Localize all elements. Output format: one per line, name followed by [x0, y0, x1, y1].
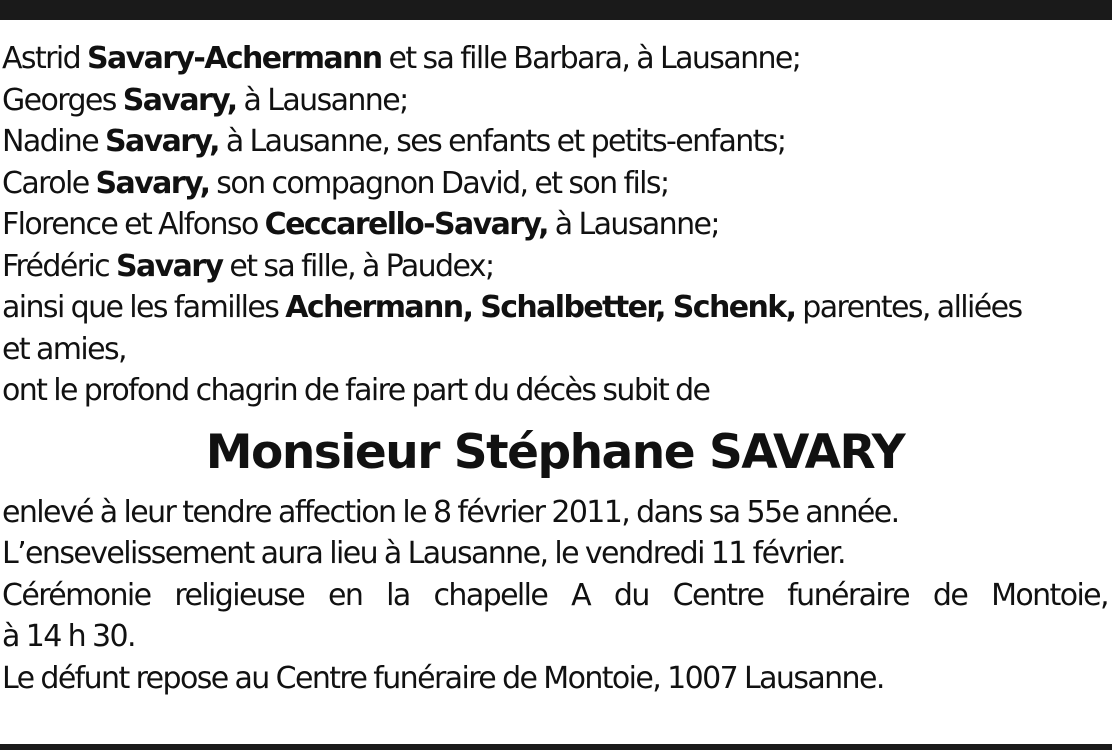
family-line-name: Savary, — [105, 124, 219, 159]
family-line-prefix: Nadine — [2, 124, 106, 159]
families-continuation: et amies, — [2, 331, 126, 367]
top-rule — [0, 0, 1112, 20]
bottom-rule — [0, 744, 1112, 750]
ceremony-word: A — [571, 577, 591, 613]
families-prefix: ainsi que les familles — [2, 290, 286, 325]
families-names: Achermann, Schalbetter, Schenk, — [285, 290, 796, 325]
ceremony-word: en — [328, 577, 363, 613]
family-line-suffix: à Lausanne, ses enfants et petits-enfants; — [218, 124, 786, 159]
deceased-name: Monsieur Stéphane SAVARY — [205, 424, 905, 480]
family-line-prefix: Georges — [2, 82, 123, 118]
family-line-suffix: et sa fille Barbara, à Lausanne; — [381, 41, 801, 76]
family-line-prefix: Florence et Alfonso — [2, 207, 265, 242]
family-line-frederic — [2, 246, 1108, 288]
details-line-repose: Le défunt repose au Centre funéraire de Montoie, 1007 Lausanne. — [2, 660, 884, 696]
details-line-ceremony-time: à 14 h 30. — [2, 619, 135, 654]
family-line-prefix: Frédéric — [2, 248, 117, 284]
ceremony-word: du — [613, 577, 649, 613]
ceremony-word: funéraire — [787, 577, 910, 613]
family-line-georges — [2, 80, 1108, 122]
death-notice — [2, 38, 1108, 699]
family-line-name: Savary, — [95, 165, 210, 201]
announcement-line: ont le profond chagrin de faire part du décès subit de — [2, 373, 710, 408]
family-line-suffix: à Lausanne; — [547, 207, 719, 242]
family-line-astrid — [2, 38, 1108, 80]
family-line-florence-alfonso — [2, 204, 1108, 246]
family-line-prefix: Carole — [2, 165, 96, 201]
family-line-suffix: à Lausanne; — [236, 82, 408, 118]
family-line-name: Savary-Achermann — [86, 41, 382, 76]
details-line-ceremony — [2, 575, 1108, 617]
family-line-name: Ceccarello-Savary, — [264, 207, 548, 242]
ceremony-word: Centre — [672, 577, 764, 613]
details-line-burial: L’ensevelissement aura lieu à Lausanne, le vendredi 11 février. — [2, 536, 845, 571]
family-line-prefix: Astrid — [2, 41, 87, 76]
families-line — [2, 287, 1108, 329]
family-line-carole — [2, 163, 1108, 205]
family-line-suffix: son compagnon David, et son fils; — [209, 165, 669, 201]
ceremony-word: de — [932, 577, 968, 613]
ceremony-word: Montoie, — [991, 577, 1108, 613]
family-line-suffix: et sa fille, à Paudex; — [222, 248, 494, 284]
families-suffix: parentes, alliées — [795, 290, 1022, 325]
family-line-nadine — [2, 121, 1108, 163]
ceremony-word: la — [386, 577, 410, 613]
family-line-name: Savary, — [122, 82, 237, 118]
family-line-name: Savary — [116, 248, 223, 284]
details-line-age: enlevé à leur tendre affection le 8 février 2011, dans sa 55e année. — [2, 494, 899, 530]
ceremony-word: religieuse — [174, 577, 305, 613]
ceremony-word: Cérémonie — [2, 577, 151, 613]
ceremony-word: chapelle — [433, 577, 548, 613]
